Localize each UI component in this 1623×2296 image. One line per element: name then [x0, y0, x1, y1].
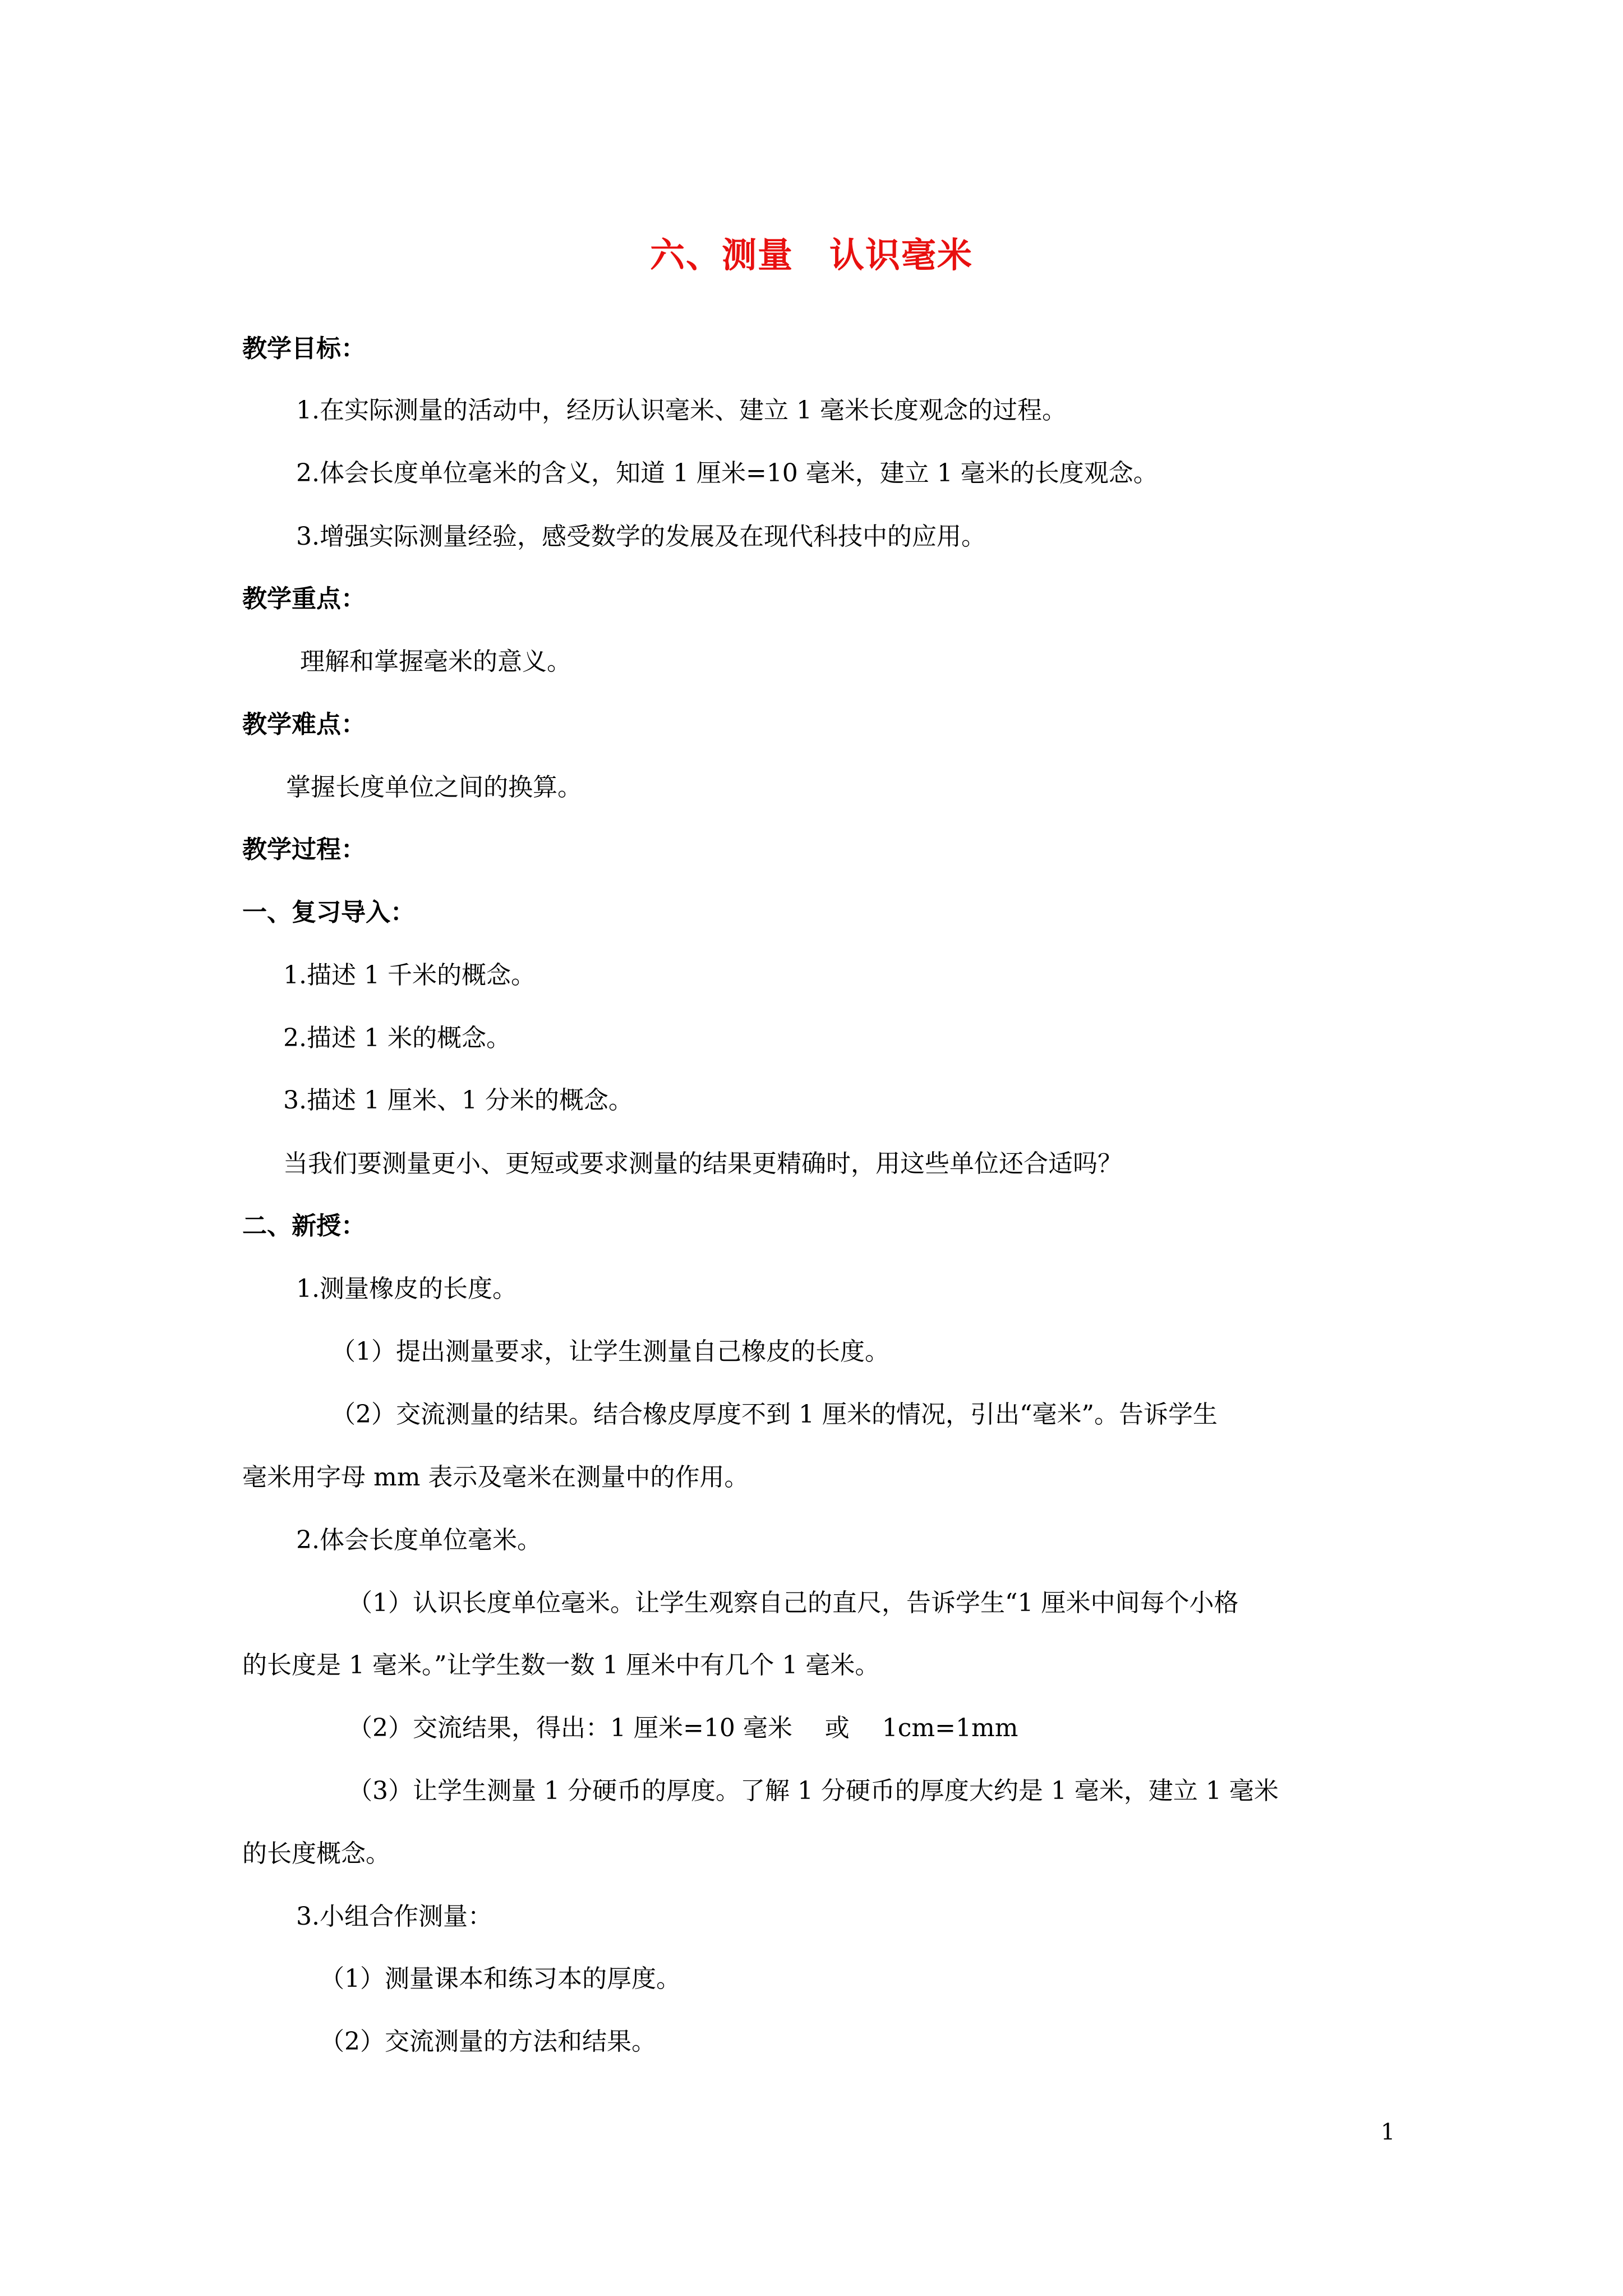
review-item-3: 3.描述 1 厘米、1 分米的概念。: [283, 1086, 633, 1115]
section-1-step-2-line-2: 毫米用字母 mm 表示及毫米在测量中的作用。: [242, 1463, 749, 1492]
goals-heading: 教学目标：: [242, 334, 366, 363]
section-2-title: 2.体会长度单位毫米。: [296, 1526, 542, 1554]
difficulty-text: 掌握长度单位之间的换算。: [286, 773, 582, 802]
section-3-step-2: （2）交流测量的方法和结果。: [320, 2027, 656, 2056]
review-heading: 一、复习导入：: [242, 898, 415, 927]
section-3-title: 3.小组合作测量：: [296, 1902, 492, 1931]
document-title: 六、测量 认识毫米: [649, 234, 973, 275]
review-question: 当我们要测量更小、更短或要求测量的结果更精确时，用这些单位还合适吗？: [283, 1149, 1122, 1178]
section-1-step-1: （1）提出测量要求，让学生测量自己橡皮的长度。: [331, 1337, 889, 1366]
review-item-1: 1.描述 1 千米的概念。: [283, 961, 536, 990]
review-item-2: 2.描述 1 米的概念。: [283, 1024, 511, 1052]
process-heading: 教学过程：: [242, 835, 366, 864]
goal-item-2: 2.体会长度单位毫米的含义，知道 1 厘米=10 毫米，建立 1 毫米的长度观念。: [296, 459, 1158, 487]
section-2-step-3-line-1: （3）让学生测量 1 分硬币的厚度。了解 1 分硬币的厚度大约是 1 毫米，建立 1 毫米: [348, 1777, 1279, 1805]
difficulty-heading: 教学难点：: [242, 710, 366, 739]
page-number: 1: [1381, 2119, 1395, 2145]
key-points-heading: 教学重点：: [242, 585, 366, 613]
goal-item-1: 1.在实际测量的活动中，经历认识毫米、建立 1 毫米长度观念的过程。: [296, 396, 1067, 425]
goal-item-3: 3.增强实际测量经验，感受数学的发展及在现代科技中的应用。: [296, 522, 986, 551]
section-1-step-2-line-1: （2）交流测量的结果。结合橡皮厚度不到 1 厘米的情况，引出“毫米”。告诉学生: [331, 1400, 1218, 1429]
new-lesson-heading: 二、新授：: [242, 1212, 366, 1240]
section-2-step-2: （2）交流结果，得出：1 厘米=10 毫米 或 1cm=1mm: [348, 1714, 1018, 1742]
section-1-title: 1.测量橡皮的长度。: [296, 1274, 517, 1303]
section-2-step-1-line-2: 的长度是 1 毫米。”让学生数一数 1 厘米中有几个 1 毫米。: [242, 1651, 880, 1680]
key-points-text: 理解和掌握毫米的意义。: [300, 647, 571, 676]
section-2-step-1-line-1: （1）认识长度单位毫米。让学生观察自己的直尺，告诉学生“1 厘米中间每个小格: [348, 1589, 1239, 1617]
section-2-step-3-line-2: 的长度概念。: [242, 1839, 390, 1868]
section-3-step-1: （1）测量课本和练习本的厚度。: [320, 1964, 681, 1993]
